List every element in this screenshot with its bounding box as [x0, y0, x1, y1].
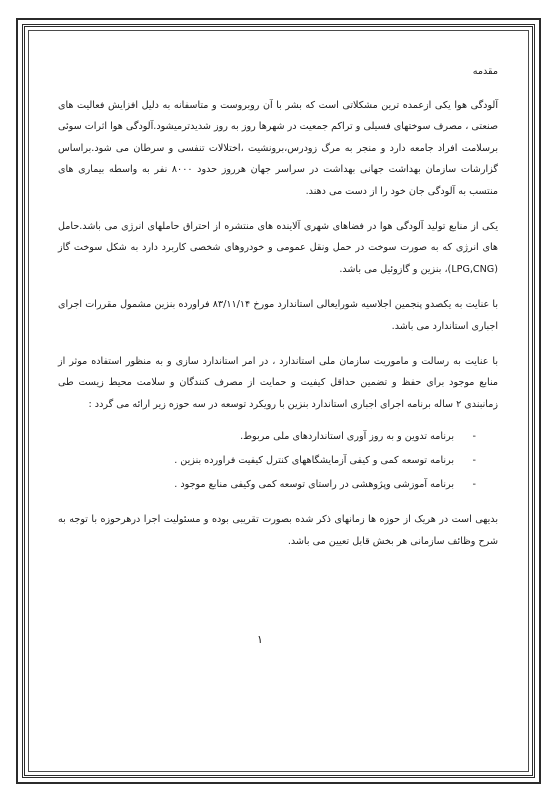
bullet-marker: -: [472, 431, 476, 443]
list-item-text: برنامه آموزشی وپژوهشی در راستای توسعه کمی وکیفی منابع موجود .: [174, 479, 454, 491]
section-heading: مقدمه: [472, 66, 498, 77]
list-item: [58, 449, 476, 473]
paragraph-mission: با عنایت به رسالت و ماموریت سازمان ملی استاندارد ، در امر استاندارد سازی و به منظور استفاده موثر از منابع موجود برای حفظ و تضمین حداقل کیفیت و حمایت از مصرف کنندگان و سلامت محیط زیست طی زمانبندی ۲ ساله برنامه اجرای اجباری استاندارد بنزین با رویکرد توسعه در سه حوزه زیر ارائه می گردد :: [58, 356, 498, 410]
list-item: [58, 473, 476, 497]
page-number: ۱: [257, 633, 263, 646]
program-list: [58, 425, 498, 497]
paragraph-fuel-sources: یکی از منابع تولید آلودگی هوا در فضاهای شهری آلاینده های منتشره از احتراق حاملهای انرژی می باشد.حامل های انرژی که به صورت سوخت در حمل ونقل عمومی و خودروهای شخصی کاربرد دارد به شکل سوخت گاز (LPG,CNG)، بنزین و گازوئیل می باشد.: [58, 221, 498, 275]
list-item-text: برنامه تدوین و به روز آوری استانداردهای ملی مربوط.: [240, 431, 454, 443]
paragraph-council-decision: با عنایت به یکصدو پنجمین اجلاسیه شورایعالی استاندارد مورخ ۸۳/۱۱/۱۴ فراورده بنزین مشمول مقررات اجرای اجباری استاندارد می باشد.: [58, 299, 498, 332]
list-item-text: برنامه توسعه کمی و کیفی آزمایشگاههای کنترل کیفیت فراورده بنزین .: [174, 455, 454, 467]
bullet-marker: -: [472, 455, 476, 467]
bullet-marker: -: [472, 479, 476, 491]
paragraph-closing: بدیهی است در هریک از حوزه ها زمانهای ذکر شده بصورت تقریبی بوده و مسئولیت اجرا درهرحوزه با توجه به شرح وظائف سازمانی هر بخش قابل تعیین می باشد.: [58, 514, 498, 547]
document-body: [58, 62, 498, 762]
paragraph-air-pollution: آلودگی هوا یکی ازعمده ترین مشکلاتی است که بشر با آن روبروست و متاسفانه به دلیل افزایش فعالیت های صنعتی ، مصرف سوختهای فسیلی و تراکم جمعیت در شهرها روز به روز شدیدترمیشود.آلودگی هوا اثرات سوئی برسلامت افراد جامعه دارد و منجر به مرگ زودرس،برونشیت ،اختلالات تنفسی و سرطان می شود.براساس گزارشات سازمان بهداشت جهانی بهداشت در سراسر جهان هرروز حدود ۸۰۰۰ نفر به واسطه بیماری های منتسب به آلودگی جان خود را از دست می دهند.: [58, 100, 498, 197]
list-item: [58, 425, 476, 449]
